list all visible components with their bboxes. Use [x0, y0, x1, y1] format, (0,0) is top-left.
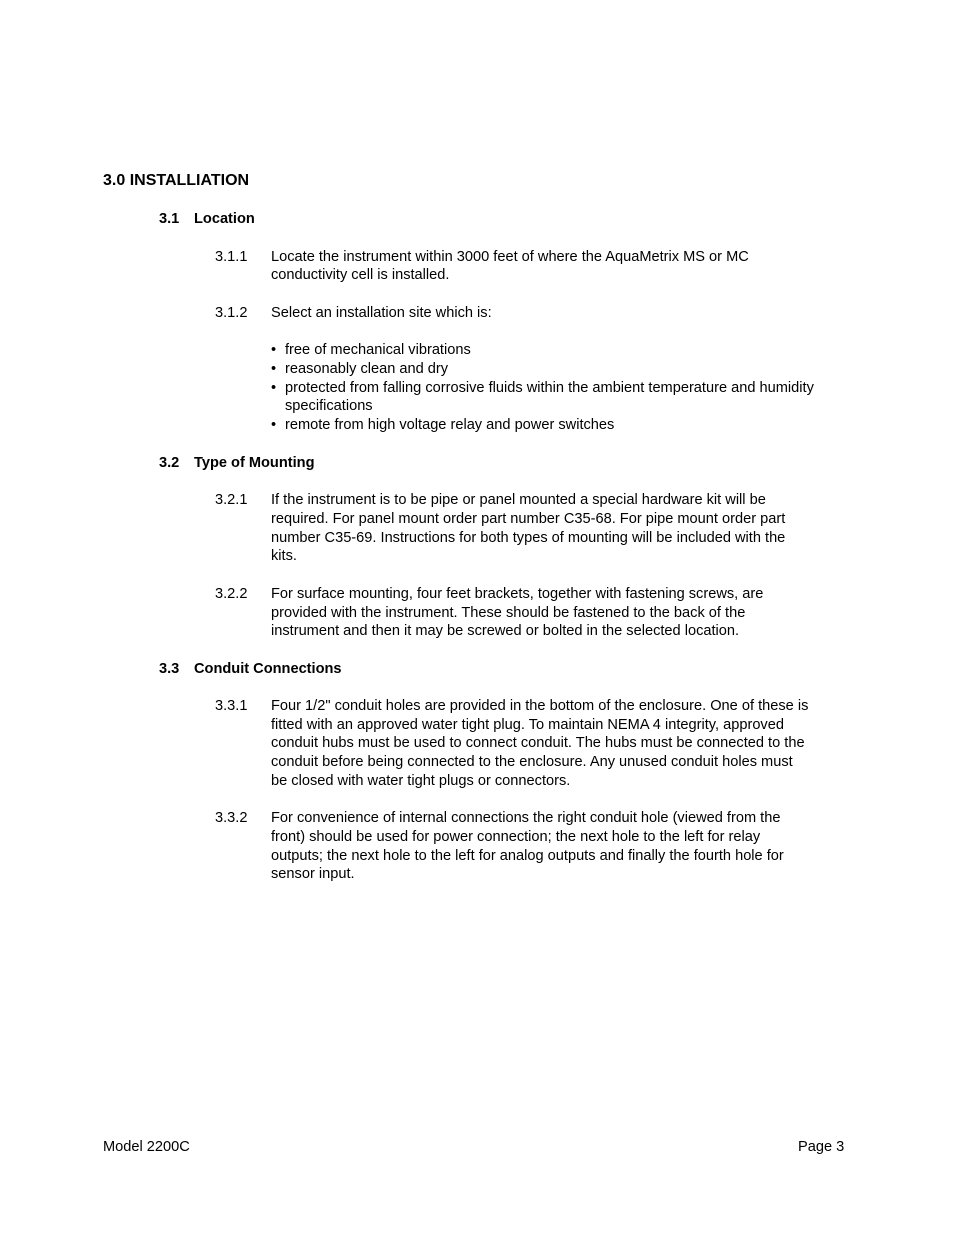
item-3-3-1-line: conduit hubs must be used to connect conduit. The hubs must be connected to the: [271, 735, 805, 751]
item-3-2-1-line: If the instrument is to be pipe or panel mounted a special hardware kit will be: [271, 492, 766, 508]
heading-type-of-mounting: Type of Mounting: [194, 455, 315, 471]
item-3-3-2-line: sensor input.: [271, 866, 355, 882]
item-3-3-2-line: outputs; the next hole to the left for analog outputs and finally the fourth hole for: [271, 848, 784, 864]
item-3-3-1-line: be closed with water tight plugs or connectors.: [271, 773, 571, 789]
heading-number-3-1: 3.1: [159, 211, 180, 227]
heading-conduit-connections: Conduit Connections: [194, 661, 342, 677]
footer-model: Model 2200C: [103, 1139, 190, 1155]
item-number-3-1-2: 3.1.2: [215, 305, 248, 321]
heading-number-3-2: 3.2: [159, 455, 180, 471]
bullet-text: remote from high voltage relay and power switches: [285, 417, 615, 433]
item-3-2-2-line: For surface mounting, four feet brackets, together with fastening screws, are: [271, 586, 764, 602]
heading-number-3-3: 3.3: [159, 661, 180, 677]
bullet-text: reasonably clean and dry: [285, 361, 449, 377]
item-3-3-2-line: front) should be used for power connection; the next hole to the left for relay: [271, 829, 761, 845]
item-3-2-1-line: kits.: [271, 548, 297, 564]
item-number-3-3-1: 3.3.1: [215, 698, 248, 714]
footer-page-number: Page 3: [798, 1139, 845, 1155]
item-3-3-1-line: fitted with an approved water tight plug. To maintain NEMA 4 integrity, approved: [271, 717, 784, 733]
item-3-2-1-line: required. For panel mount order part number C35-68. For pipe mount order part: [271, 511, 786, 527]
bullet-icon: •: [271, 380, 277, 396]
bullet-text: free of mechanical vibrations: [285, 342, 471, 358]
section-title: 3.0 INSTALLIATION: [103, 172, 250, 189]
item-number-3-3-2: 3.3.2: [215, 810, 248, 826]
bullet-icon: •: [271, 342, 277, 358]
bullet-text: protected from falling corrosive fluids within the ambient temperature and humidity: [285, 380, 814, 396]
bullet-text-continuation: specifications: [285, 398, 373, 414]
bullet-icon: •: [271, 361, 277, 377]
item-3-2-2-line: instrument and then it may be screwed or bolted in the selected location.: [271, 623, 740, 639]
item-3-2-1-line: number C35-69. Instructions for both types of mounting will be included with the: [271, 530, 786, 546]
item-3-3-2-line: For convenience of internal connections the right conduit hole (viewed from the: [271, 810, 781, 826]
heading-location: Location: [194, 211, 255, 227]
item-3-1-2-text: Select an installation site which is:: [271, 305, 492, 321]
item-3-3-1-line: Four 1/2" conduit holes are provided in the bottom of the enclosure. One of these is: [271, 698, 809, 714]
item-3-1-1-line: Locate the instrument within 3000 feet of where the AquaMetrix MS or MC: [271, 249, 749, 265]
item-3-3-1-line: conduit before being connected to the enclosure. Any unused conduit holes must: [271, 754, 793, 770]
item-number-3-2-2: 3.2.2: [215, 586, 248, 602]
item-3-1-1-line: conductivity cell is installed.: [271, 267, 450, 283]
item-3-2-2-line: provided with the instrument. These should be fastened to the back of the: [271, 605, 746, 621]
bullet-icon: •: [271, 417, 277, 433]
item-number-3-1-1: 3.1.1: [215, 249, 248, 265]
item-number-3-2-1: 3.2.1: [215, 492, 248, 508]
